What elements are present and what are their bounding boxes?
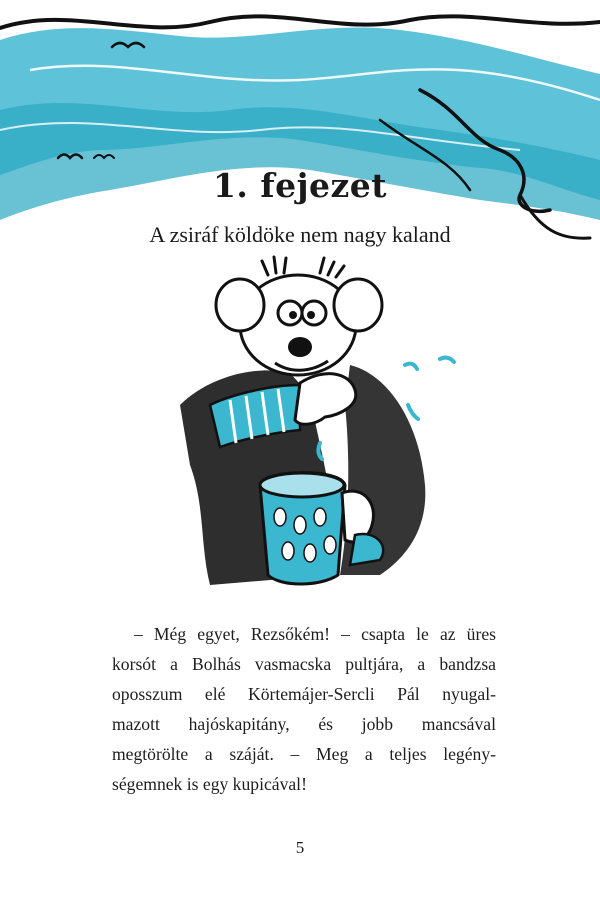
body-paragraph — [112, 619, 496, 799]
body-line: oposszum elé Körtemájer-Sercli Pál nyugal- — [112, 684, 496, 704]
body-line: ségemnek is egy kupicával! — [112, 774, 307, 794]
body-line: mazott hajóskapitány, és jobb mancsával — [112, 714, 496, 734]
body-line: korsót a Bolhás vasmacska pultjára, a bandzsa — [112, 654, 496, 674]
body-line: – Még egyet, Rezsőkém! – csapta le az üres — [134, 624, 496, 644]
header-wave-decoration — [0, 0, 600, 250]
chapter-title: 1. fejezet — [212, 166, 388, 205]
page-number: 5 — [295, 838, 305, 857]
cartoon-character-holding-mug-icon — [150, 255, 480, 595]
body-line: megtörölte a száját. – Meg a teljes legény- — [112, 744, 496, 764]
chapter-subtitle: A zsiráf köldöke nem nagy kaland — [149, 222, 451, 247]
